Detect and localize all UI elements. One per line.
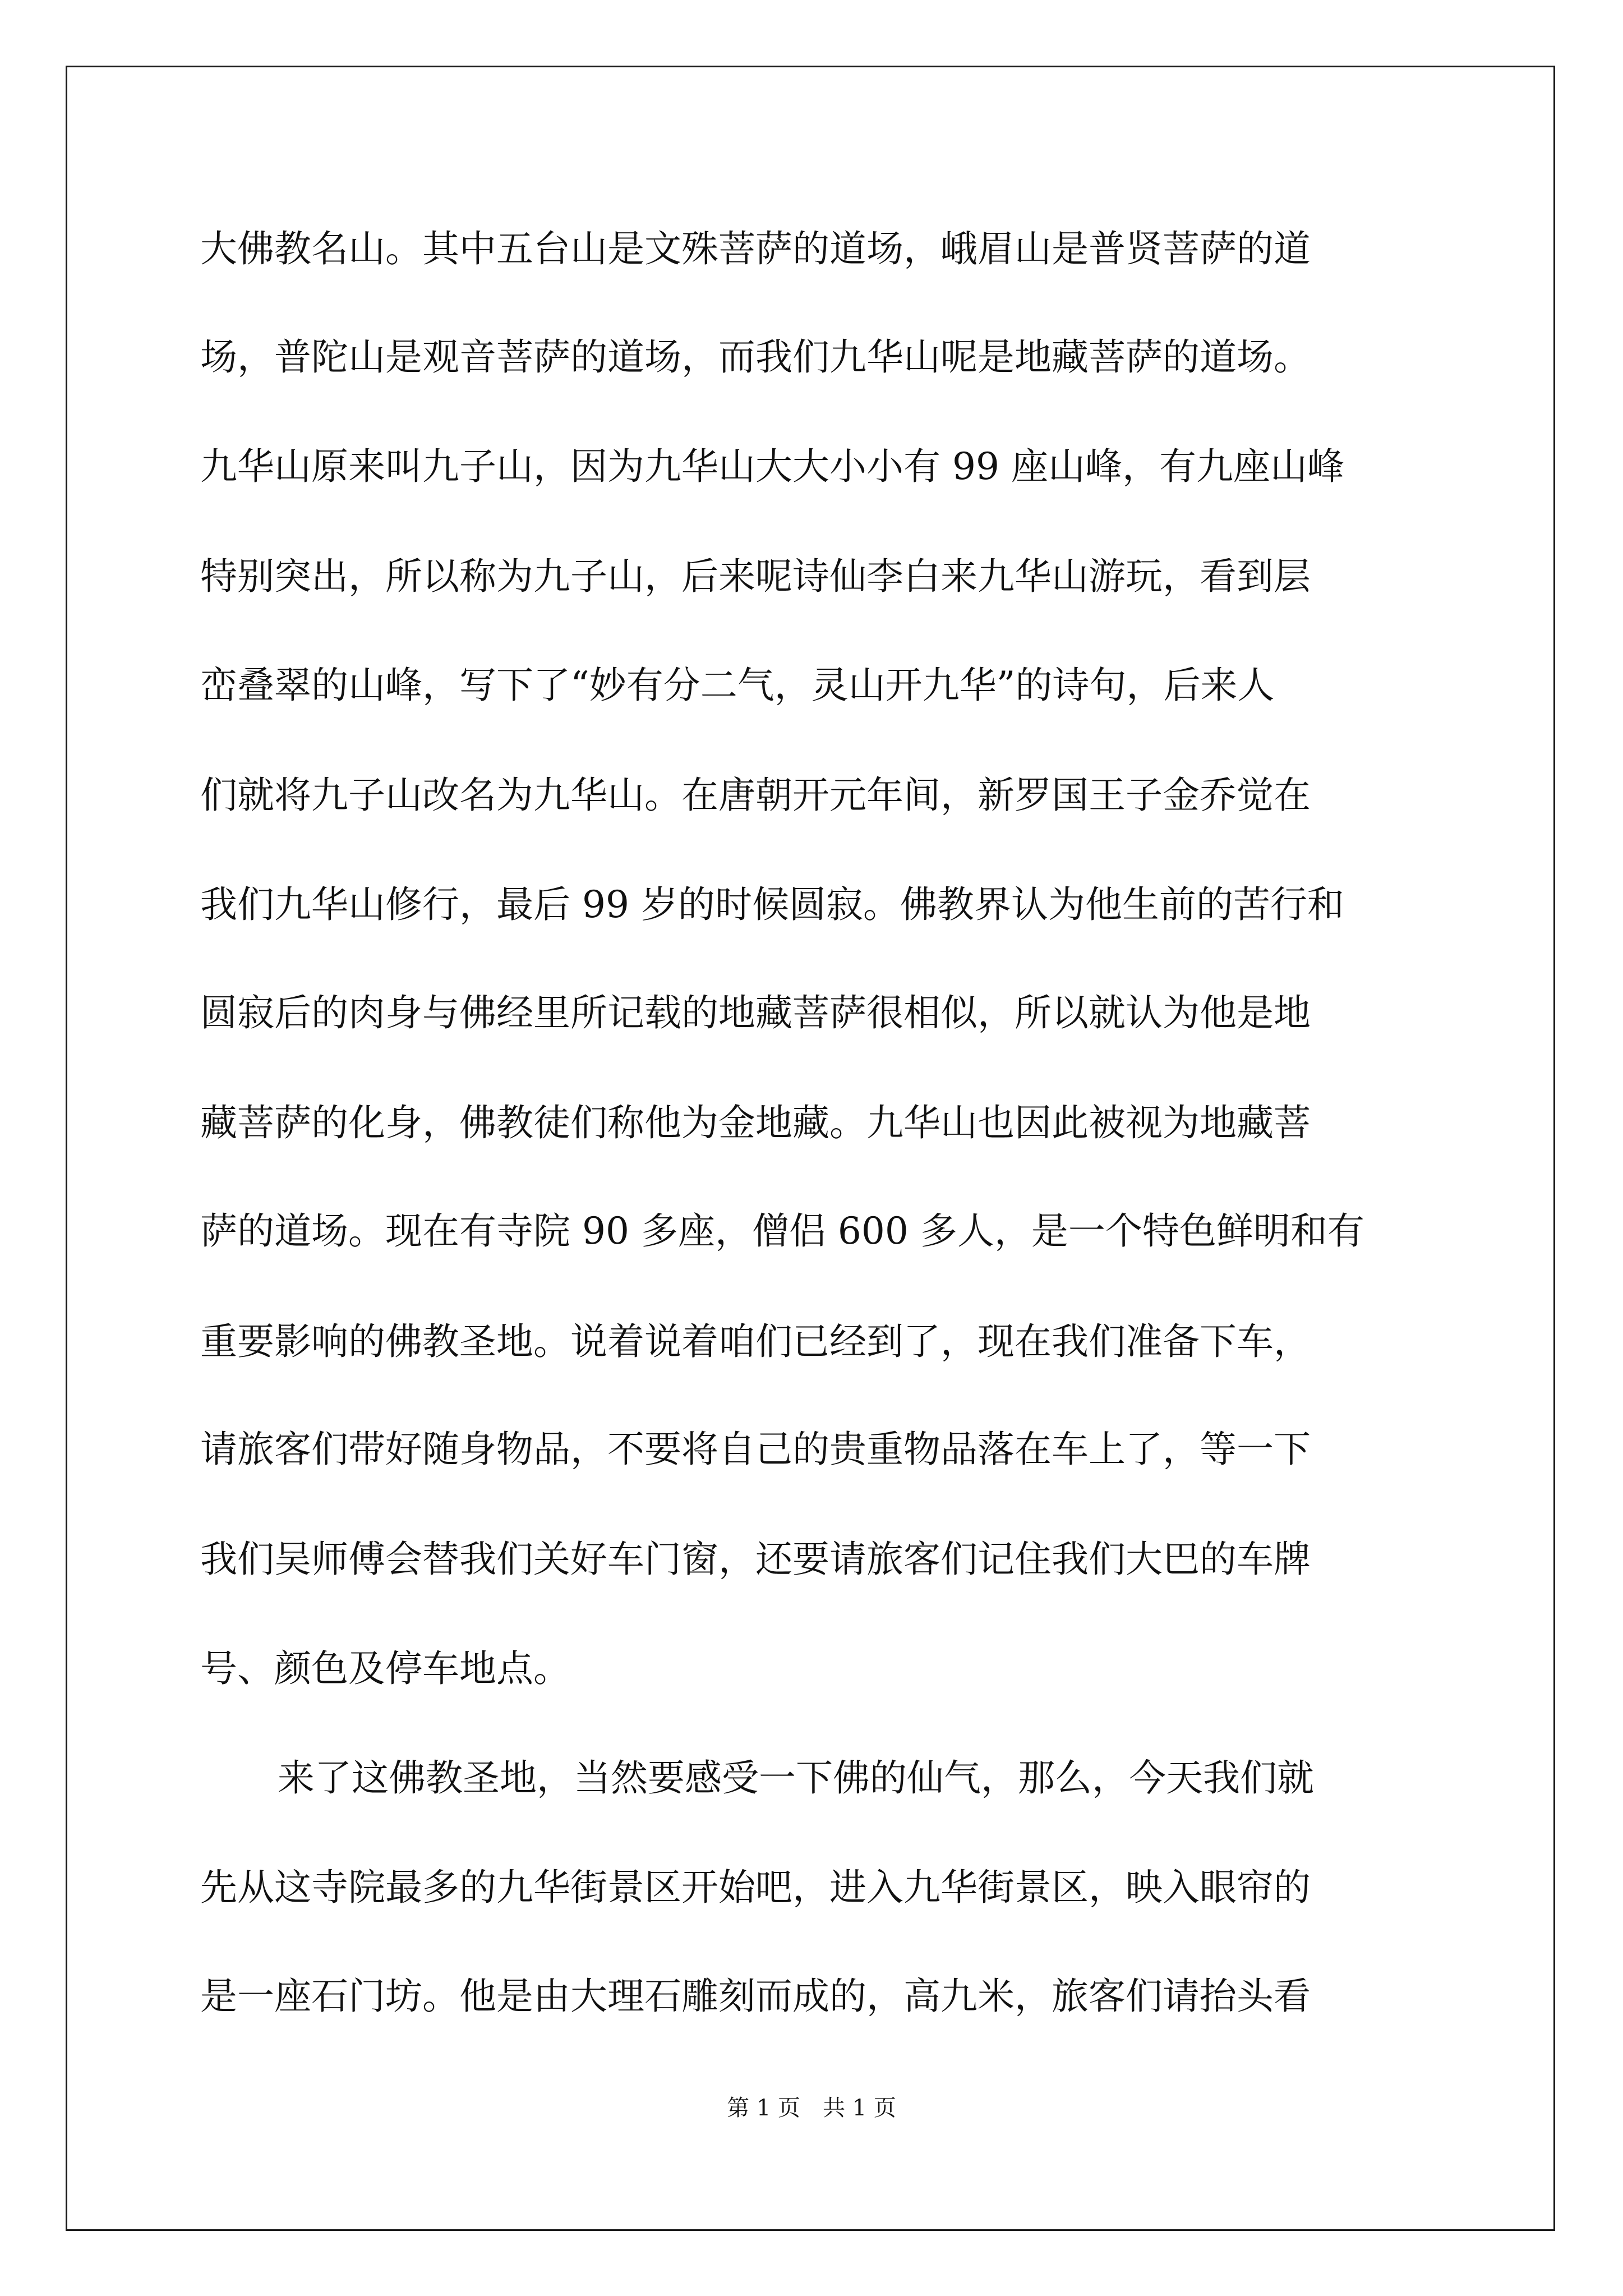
text-line: 圆寂后的肉身与佛经里所记载的地藏菩萨很相似，所以就认为他是地	[200, 991, 1311, 1034]
text-line: 萨的道场。现在有寺院 90 多座，僧侣 600 多人，是一个特色鲜明和有	[200, 1209, 1364, 1253]
text-line: 是一座石门坊。他是由大理石雕刻而成的，高九米，旅客们请抬头看	[200, 1975, 1311, 2018]
text-line: 们就将九子山改名为九华山。在唐朝开元年间，新罗国王子金乔觉在	[200, 774, 1311, 817]
text-line: 重要影响的佛教圣地。说着说着咱们已经到了，现在我们准备下车，	[200, 1320, 1311, 1363]
text-line: 特别突出，所以称为九子山，后来呢诗仙李白来九华山游玩，看到层	[200, 555, 1311, 598]
text-line: 大佛教名山。其中五台山是文殊菩萨的道场，峨眉山是普贤菩萨的道	[200, 227, 1311, 270]
page-footer: 第 1 页 共 1 页	[727, 2095, 896, 2121]
text-line: 先从这寺院最多的九华街景区开始吧，进入九华街景区，映入眼帘的	[200, 1866, 1311, 1909]
text-line: 场，普陀山是观音菩萨的道场，而我们九华山呢是地藏菩萨的道场。	[200, 335, 1311, 379]
text-line: 藏菩萨的化身，佛教徒们称他为金地藏。九华山也因此被视为地藏菩	[200, 1101, 1311, 1144]
text-line: 九华山原来叫九子山，因为九华山大大小小有 99 座山峰，有九座山峰	[200, 445, 1344, 488]
text-line: 我们吴师傅会替我们关好车门窗，还要请旅客们记住我们大巴的车牌	[200, 1538, 1311, 1581]
text-line: 峦叠翠的山峰，写下了“妙有分二气，灵山开九华”的诗句，后来人	[200, 664, 1275, 707]
text-line: 请旅客们带好随身物品，不要将自己的贵重物品落在车上了，等一下	[200, 1428, 1311, 1471]
text-line: 号、颜色及停车地点。	[200, 1647, 570, 1690]
text-line: 我们九华山修行，最后 99 岁的时候圆寂。佛教界认为他生前的苦行和	[200, 883, 1344, 926]
text-line-paragraph-start: 来了这佛教圣地，当然要感受一下佛的仙气，那么，今天我们就	[278, 1756, 1314, 1800]
